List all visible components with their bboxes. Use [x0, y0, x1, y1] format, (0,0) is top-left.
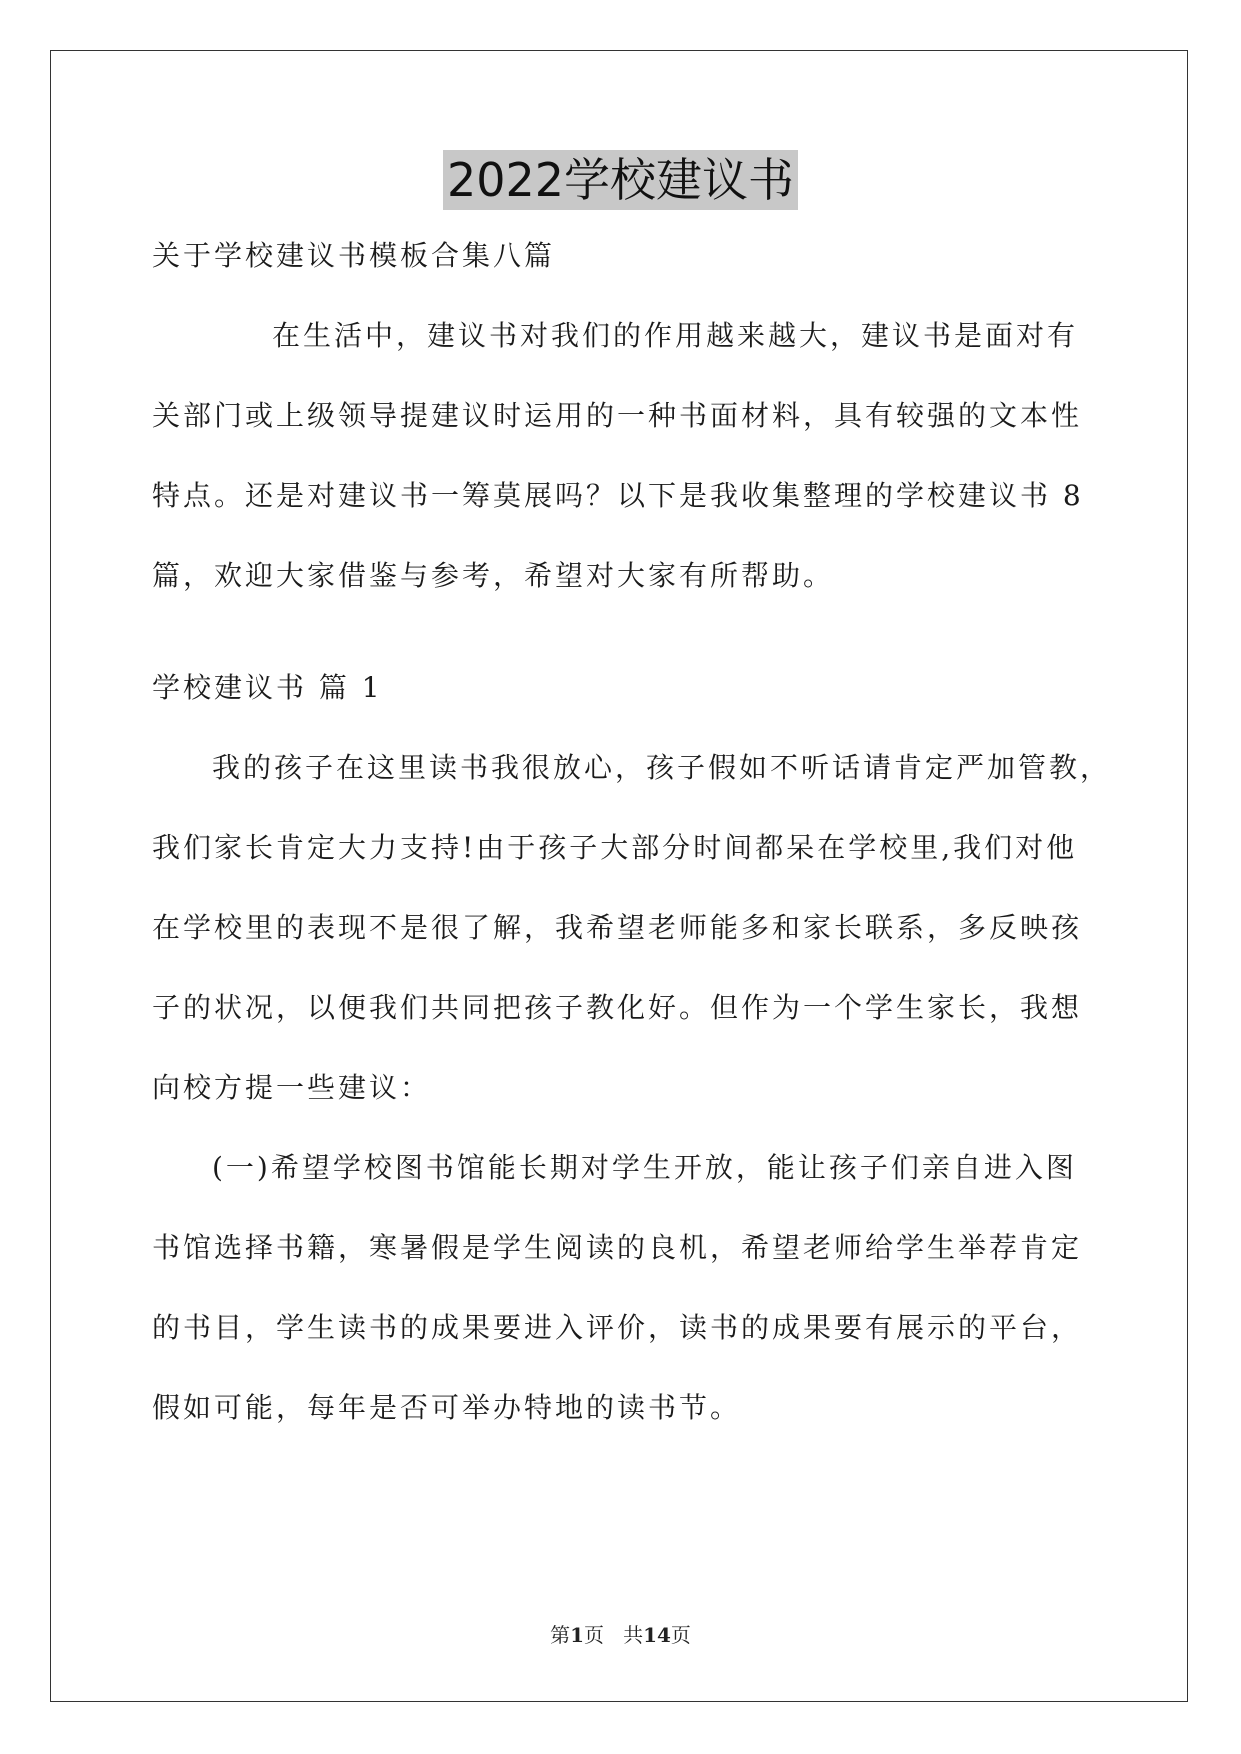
intro-line: 关部门或上级领导提建议时运用的一种书面材料，具有较强的文本性	[152, 399, 1083, 432]
paragraph-line: 在学校里的表现不是很了解，我希望老师能多和家长联系，多反映孩	[152, 911, 1083, 944]
paragraph-line: 我的孩子在这里读书我很放心，孩子假如不听话请肯定严加管教，	[212, 751, 1112, 784]
title-wrap	[0, 150, 1241, 210]
paragraph-1	[152, 748, 1112, 1108]
footer-suffix: 页	[670, 1623, 691, 1647]
paragraph-line: 我们家长肯定大力支持!由于孩子大部分时间都呆在学校里,我们对他	[152, 831, 1078, 864]
paragraph-line: 子的状况，以便我们共同把孩子教化好。但作为一个学生家长，我想	[152, 991, 1083, 1024]
document-subtitle: 关于学校建议书模板合集八篇	[152, 239, 556, 272]
paragraph-2	[152, 1148, 1092, 1428]
intro-line: 篇，欢迎大家借鉴与参考，希望对大家有所帮助。	[152, 559, 835, 592]
intro-line: 在生活中，建议书对我们的作用越来越大，建议书是面对有	[272, 319, 1079, 352]
footer-prefix: 第	[550, 1623, 571, 1647]
section-heading: 学校建议书 篇 1	[152, 671, 383, 704]
footer-mid: 页 共	[584, 1623, 644, 1647]
document-title: 2022学校建议书	[443, 150, 798, 210]
paragraph-line: 书馆选择书籍，寒暑假是学生阅读的良机，希望老师给学生举荐肯定	[152, 1231, 1083, 1264]
intro-paragraph	[152, 316, 1092, 596]
intro-line: 特点。还是对建议书一筹莫展吗？以下是我收集整理的学校建议书 8	[152, 479, 1084, 512]
paragraph-line: 的书目，学生读书的成果要进入评价，读书的成果要有展示的平台，	[152, 1311, 1083, 1344]
paragraph-line: (一)希望学校图书馆能长期对学生开放，能让孩子们亲自进入图	[212, 1151, 1077, 1184]
paragraph-line: 向校方提一些建议：	[152, 1071, 432, 1104]
paragraph-line: 假如可能，每年是否可举办特地的读书节。	[152, 1391, 742, 1424]
page-footer	[0, 1622, 1241, 1648]
document-body	[152, 236, 1112, 1468]
total-page-number: 14	[643, 1623, 671, 1647]
current-page-number: 1	[570, 1623, 584, 1647]
